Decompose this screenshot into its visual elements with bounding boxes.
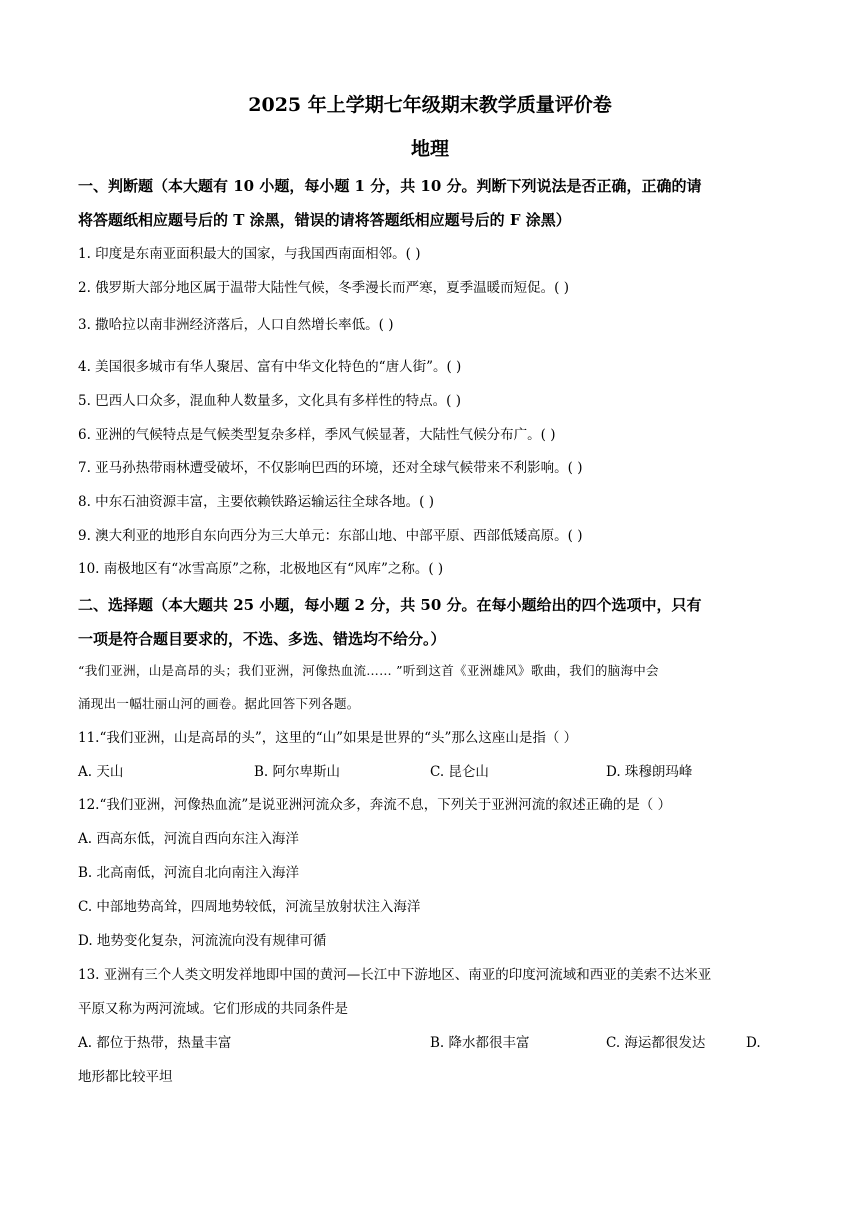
section2-heading-line2: 一项是符合题目要求的，不选、多选、错选均不给分。） [78, 630, 446, 648]
q12-option-c: C. 中部地势高耸，四周地势较低，河流呈放射状注入海洋 [78, 899, 421, 915]
q12-option-a: A. 西高东低，河流自西向东注入海洋 [78, 831, 299, 847]
section1-heading [78, 169, 788, 237]
section2-heading [78, 588, 788, 656]
q11-option-d: D. 珠穆朗玛峰 [606, 764, 693, 780]
judge-item-8: 8. 中东石油资源丰富，主要依赖铁路运输运往全球各地。( ) [78, 494, 434, 510]
judge-item-2: 2. 俄罗斯大部分地区属于温带大陆性气候，冬季漫长而严寒，夏季温暖而短促。( ) [78, 280, 569, 296]
question-11-stem: 11.“我们亚洲，山是高昂的头”，这里的“山”如果是世界的“头”那么这座山是指（ ） [78, 730, 578, 746]
q11-option-c: C. 昆仑山 [430, 764, 489, 780]
q13-option-a: A. 都位于热带，热量丰富 [78, 1035, 232, 1051]
exam-title: 2025 年上学期七年级期末教学质量评价卷 [248, 94, 612, 116]
q13-option-d-label: D. [746, 1035, 761, 1051]
judge-item-7: 7. 亚马孙热带雨林遭受破坏，不仅影响巴西的环境，还对全球气候带来不利影响。( ) [78, 460, 583, 476]
q13-option-c: C. 海运都很发达 [606, 1035, 706, 1051]
judge-item-4: 4. 美国很多城市有华人聚居、富有中华文化特色的“唐人街”。( ) [78, 359, 462, 375]
subject-title: 地理 [410, 138, 449, 160]
q13-option-b: B. 降水都很丰富 [430, 1035, 530, 1051]
q11-option-a: A. 天山 [78, 764, 124, 780]
question-13-stem-line1: 13. 亚洲有三个人类文明发祥地即中国的黄河—长江中下游地区、南亚的印度河流域和西亚的美索不达米亚 [78, 967, 712, 983]
q11-option-b: B. 阿尔卑斯山 [254, 764, 341, 780]
material-line-2: 涌现出一幅壮丽山河的画卷。据此回答下列各题。 [78, 696, 360, 711]
judge-item-6: 6. 亚洲的气候特点是气候类型复杂多样，季风气候显著，大陆性气候分布广。( ) [78, 427, 556, 443]
section1-heading-line2: 将答题纸相应题号后的 T 涂黑，错误的请将答题纸相应题号后的 F 涂黑） [78, 211, 571, 229]
judge-item-5: 5. 巴西人口众多，混血种人数量多，文化具有多样性的特点。( ) [78, 393, 461, 409]
judge-item-3: 3. 撒哈拉以南非洲经济落后，人口自然增长率低。( ) [78, 317, 394, 333]
question-12-stem: 12.“我们亚洲，河像热血流”是说亚洲河流众多，奔流不息，下列关于亚洲河流的叙述正确的是（ ） [78, 797, 672, 813]
material-line-1: “我们亚洲，山是高昂的头；我们亚洲，河像热血流…… ”听到这首《亚洲雄风》歌曲，我们的脑海中会 [78, 663, 659, 678]
q13-option-d-text: 地形都比较平坦 [78, 1069, 173, 1085]
judge-item-9: 9. 澳大利亚的地形自东向西分为三大单元：东部山地、中部平原、西部低矮高原。( ) [78, 528, 583, 544]
q12-option-d: D. 地势变化复杂，河流流向没有规律可循 [78, 933, 327, 949]
section1-heading-line1: 一、判断题（本大题有 10 小题，每小题 1 分，共 10 分。判断下列说法是否正确，正确的请 [78, 177, 702, 195]
q12-option-b: B. 北高南低，河流自北向南注入海洋 [78, 865, 300, 881]
section2-heading-line1: 二、选择题（本大题共 25 小题，每小题 2 分，共 50 分。在每小题给出的四个选项中，只有 [78, 596, 702, 614]
judge-item-10: 10. 南极地区有“冰雪高原”之称，北极地区有“风库”之称。( ) [78, 561, 444, 577]
judge-item-1: 1. 印度是东南亚面积最大的国家，与我国西南面相邻。( ) [78, 246, 421, 262]
question-13-stem-line2: 平原又称为两河流域。它们形成的共同条件是 [78, 1001, 348, 1017]
